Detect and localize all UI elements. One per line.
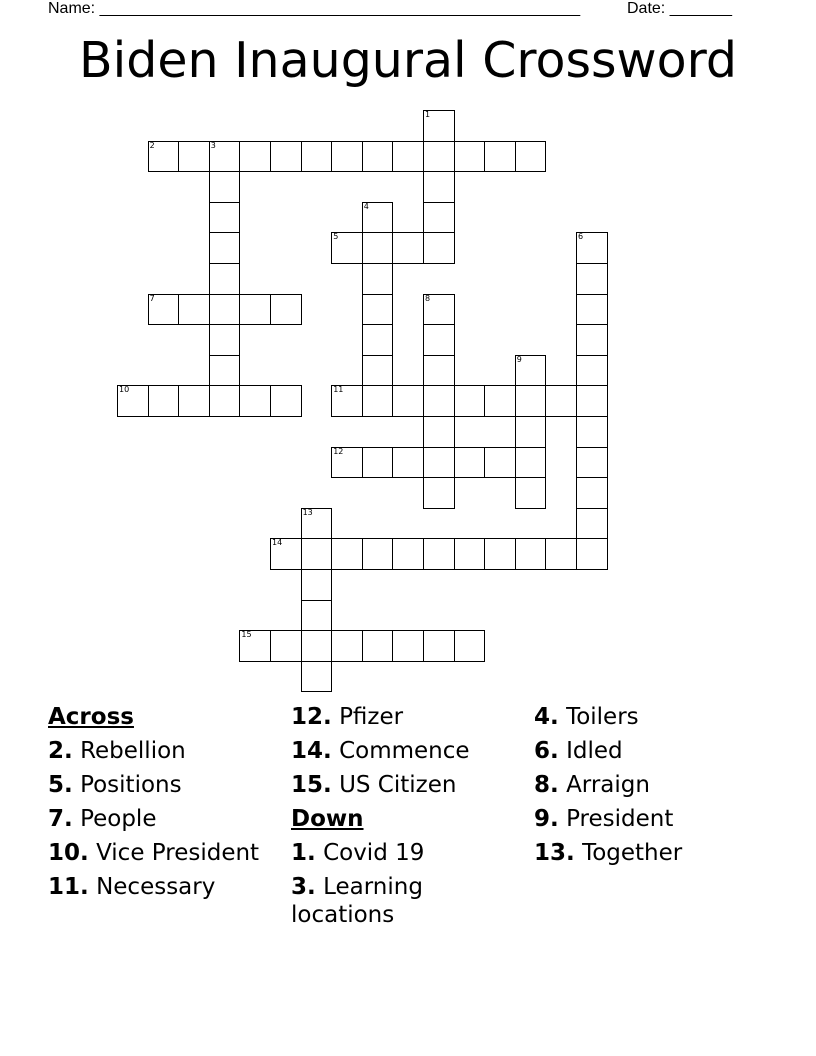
grid-cell[interactable] bbox=[454, 630, 486, 662]
clue-number: 4. bbox=[534, 704, 559, 730]
grid-cell[interactable] bbox=[423, 477, 455, 509]
name-line: Name: ______________________________________________________ bbox=[48, 0, 581, 17]
cell-number: 15 bbox=[241, 630, 252, 640]
grid-cell[interactable] bbox=[239, 385, 271, 417]
clue-down-6 bbox=[534, 737, 769, 765]
grid-cell[interactable] bbox=[576, 538, 608, 570]
grid-cell[interactable] bbox=[301, 569, 333, 601]
grid-cell[interactable] bbox=[392, 232, 424, 264]
page-title: Biden Inaugural Crossword bbox=[79, 32, 737, 89]
grid-cell[interactable] bbox=[331, 447, 363, 479]
clue-across-14 bbox=[291, 737, 526, 765]
clue-number: 15. bbox=[291, 772, 332, 798]
grid-cell[interactable] bbox=[148, 141, 180, 173]
grid-cell[interactable] bbox=[301, 600, 333, 632]
grid-cell[interactable] bbox=[576, 508, 608, 540]
grid-cell[interactable] bbox=[392, 447, 424, 479]
grid-cell[interactable] bbox=[576, 416, 608, 448]
grid-cell[interactable] bbox=[362, 263, 394, 295]
grid-cell[interactable] bbox=[362, 141, 394, 173]
clue-across-10 bbox=[48, 839, 283, 867]
grid-cell[interactable] bbox=[331, 630, 363, 662]
clue-number: 2. bbox=[48, 738, 73, 764]
grid-cell[interactable] bbox=[423, 385, 455, 417]
grid-cell[interactable] bbox=[331, 538, 363, 570]
clue-text: Learning locations bbox=[291, 874, 423, 928]
clue-down-8 bbox=[534, 771, 769, 799]
clue-text: Arraign bbox=[566, 772, 650, 798]
clue-text: Toilers bbox=[566, 704, 639, 730]
grid-cell[interactable] bbox=[209, 202, 241, 234]
grid-cell[interactable] bbox=[454, 385, 486, 417]
grid-cell[interactable] bbox=[515, 385, 547, 417]
grid-cell[interactable] bbox=[209, 232, 241, 264]
clue-across-5 bbox=[48, 771, 283, 799]
grid-cell[interactable] bbox=[484, 447, 516, 479]
grid-cell[interactable] bbox=[423, 538, 455, 570]
grid-cell[interactable] bbox=[362, 324, 394, 356]
clue-number: 1. bbox=[291, 840, 316, 866]
grid-cell[interactable] bbox=[209, 294, 241, 326]
clue-number: 8. bbox=[534, 772, 559, 798]
clue-across-2 bbox=[48, 737, 283, 765]
clue-down-9 bbox=[534, 805, 769, 833]
grid-cell[interactable] bbox=[392, 385, 424, 417]
clue-text: People bbox=[80, 806, 157, 832]
grid-cell[interactable] bbox=[270, 538, 302, 570]
grid-cell[interactable] bbox=[392, 538, 424, 570]
grid-cell[interactable] bbox=[423, 416, 455, 448]
grid-cell[interactable] bbox=[454, 141, 486, 173]
clue-column-2 bbox=[291, 703, 526, 935]
grid-cell[interactable] bbox=[362, 447, 394, 479]
grid-cell[interactable] bbox=[576, 232, 608, 264]
clue-across-7 bbox=[48, 805, 283, 833]
clue-text: Together bbox=[582, 840, 683, 866]
cell-number: 12 bbox=[333, 446, 344, 456]
clue-number: 13. bbox=[534, 840, 575, 866]
cell-number: 13 bbox=[302, 507, 313, 517]
grid-cell[interactable] bbox=[423, 355, 455, 387]
clue-across-12 bbox=[291, 703, 526, 731]
grid-cell[interactable] bbox=[576, 477, 608, 509]
clue-across-11 bbox=[48, 873, 283, 901]
grid-cell[interactable] bbox=[209, 385, 241, 417]
grid-cell[interactable] bbox=[423, 232, 455, 264]
grid-cell[interactable] bbox=[362, 630, 394, 662]
grid-cell[interactable] bbox=[454, 538, 486, 570]
grid-cell[interactable] bbox=[362, 355, 394, 387]
grid-cell[interactable] bbox=[515, 141, 547, 173]
grid-cell[interactable] bbox=[331, 232, 363, 264]
grid-cell[interactable] bbox=[209, 171, 241, 203]
clue-column-1 bbox=[48, 703, 283, 907]
grid-cell[interactable] bbox=[484, 385, 516, 417]
clue-text: Covid 19 bbox=[323, 840, 425, 866]
grid-cell[interactable] bbox=[423, 630, 455, 662]
clue-number: 5. bbox=[48, 772, 73, 798]
grid-cell[interactable] bbox=[239, 294, 271, 326]
clue-number: 3. bbox=[291, 874, 316, 900]
grid-cell[interactable] bbox=[209, 324, 241, 356]
grid-cell[interactable] bbox=[362, 294, 394, 326]
grid-cell[interactable] bbox=[209, 141, 241, 173]
grid-cell[interactable] bbox=[576, 324, 608, 356]
grid-cell[interactable] bbox=[515, 355, 547, 387]
grid-cell[interactable] bbox=[515, 447, 547, 479]
cell-number: 6 bbox=[578, 232, 584, 242]
clue-down-3 bbox=[291, 873, 526, 929]
cell-number: 11 bbox=[333, 385, 344, 395]
cell-number: 4 bbox=[363, 201, 369, 211]
grid-cell[interactable] bbox=[423, 294, 455, 326]
grid-cell[interactable] bbox=[576, 355, 608, 387]
grid-cell[interactable] bbox=[270, 141, 302, 173]
clue-text: President bbox=[566, 806, 674, 832]
grid-cell[interactable] bbox=[423, 110, 455, 142]
grid-cell[interactable] bbox=[270, 294, 302, 326]
clue-number: 7. bbox=[48, 806, 73, 832]
clue-text: Positions bbox=[80, 772, 182, 798]
grid-cell[interactable] bbox=[423, 141, 455, 173]
grid-cell[interactable] bbox=[239, 630, 271, 662]
grid-cell[interactable] bbox=[148, 385, 180, 417]
clue-number: 10. bbox=[48, 840, 89, 866]
clue-number: 6. bbox=[534, 738, 559, 764]
grid-cell[interactable] bbox=[178, 294, 210, 326]
cell-number: 14 bbox=[272, 538, 283, 548]
grid-cell[interactable] bbox=[362, 202, 394, 234]
grid-cell[interactable] bbox=[362, 385, 394, 417]
grid-cell[interactable] bbox=[301, 508, 333, 540]
grid-cell[interactable] bbox=[301, 538, 333, 570]
grid-cell[interactable] bbox=[209, 263, 241, 295]
grid-cell[interactable] bbox=[209, 355, 241, 387]
clue-column-3 bbox=[534, 703, 769, 873]
clue-number: 14. bbox=[291, 738, 332, 764]
grid-cell[interactable] bbox=[423, 171, 455, 203]
clue-down-1 bbox=[291, 839, 526, 867]
across-heading: Across bbox=[48, 704, 134, 730]
grid-cell[interactable] bbox=[484, 141, 516, 173]
grid-cell[interactable] bbox=[515, 538, 547, 570]
grid-cell[interactable] bbox=[301, 661, 333, 693]
clue-text: US Citizen bbox=[339, 772, 457, 798]
grid-cell[interactable] bbox=[362, 538, 394, 570]
clue-text: Rebellion bbox=[80, 738, 186, 764]
clue-down-13 bbox=[534, 839, 769, 867]
grid-cell[interactable] bbox=[515, 477, 547, 509]
date-line: Date: _______ bbox=[627, 0, 732, 17]
grid-cell[interactable] bbox=[423, 202, 455, 234]
clue-number: 12. bbox=[291, 704, 332, 730]
cell-number: 1 bbox=[425, 110, 431, 119]
cell-number: 8 bbox=[425, 293, 431, 303]
cell-number: 9 bbox=[516, 354, 522, 364]
grid-cell[interactable] bbox=[423, 324, 455, 356]
grid-cell[interactable] bbox=[301, 141, 333, 173]
cell-number: 10 bbox=[119, 385, 130, 395]
clue-number: 9. bbox=[534, 806, 559, 832]
cell-number: 2 bbox=[149, 140, 155, 150]
grid-cell[interactable] bbox=[270, 630, 302, 662]
clue-text: Pfizer bbox=[339, 704, 404, 730]
grid-cell[interactable] bbox=[178, 141, 210, 173]
grid-cell[interactable] bbox=[270, 385, 302, 417]
clue-number: 11. bbox=[48, 874, 89, 900]
cell-number: 7 bbox=[149, 293, 155, 303]
cell-number: 3 bbox=[210, 140, 216, 150]
grid-cell[interactable] bbox=[576, 294, 608, 326]
clue-text: Vice President bbox=[96, 840, 260, 866]
grid-cell[interactable] bbox=[545, 385, 577, 417]
grid-cell[interactable] bbox=[178, 385, 210, 417]
clue-down-4 bbox=[534, 703, 769, 731]
grid-cell[interactable] bbox=[392, 630, 424, 662]
cell-number: 5 bbox=[333, 232, 339, 242]
grid-cell[interactable] bbox=[392, 141, 424, 173]
clue-text: Commence bbox=[339, 738, 470, 764]
grid-cell[interactable] bbox=[454, 447, 486, 479]
grid-cell[interactable] bbox=[484, 538, 516, 570]
grid-cell[interactable] bbox=[331, 141, 363, 173]
grid-cell[interactable] bbox=[576, 385, 608, 417]
grid-cell[interactable] bbox=[331, 385, 363, 417]
grid-cell[interactable] bbox=[576, 447, 608, 479]
grid-cell[interactable] bbox=[423, 447, 455, 479]
grid-cell[interactable] bbox=[576, 263, 608, 295]
clue-across-15 bbox=[291, 771, 526, 799]
grid-cell[interactable] bbox=[239, 141, 271, 173]
grid-cell[interactable] bbox=[362, 232, 394, 264]
grid-cell[interactable] bbox=[545, 538, 577, 570]
clue-text: Idled bbox=[566, 738, 623, 764]
grid-cell[interactable] bbox=[515, 416, 547, 448]
grid-cell[interactable] bbox=[117, 385, 149, 417]
grid-cell[interactable] bbox=[148, 294, 180, 326]
down-heading: Down bbox=[291, 806, 364, 832]
clue-text: Necessary bbox=[96, 874, 216, 900]
grid-cell[interactable] bbox=[301, 630, 333, 662]
